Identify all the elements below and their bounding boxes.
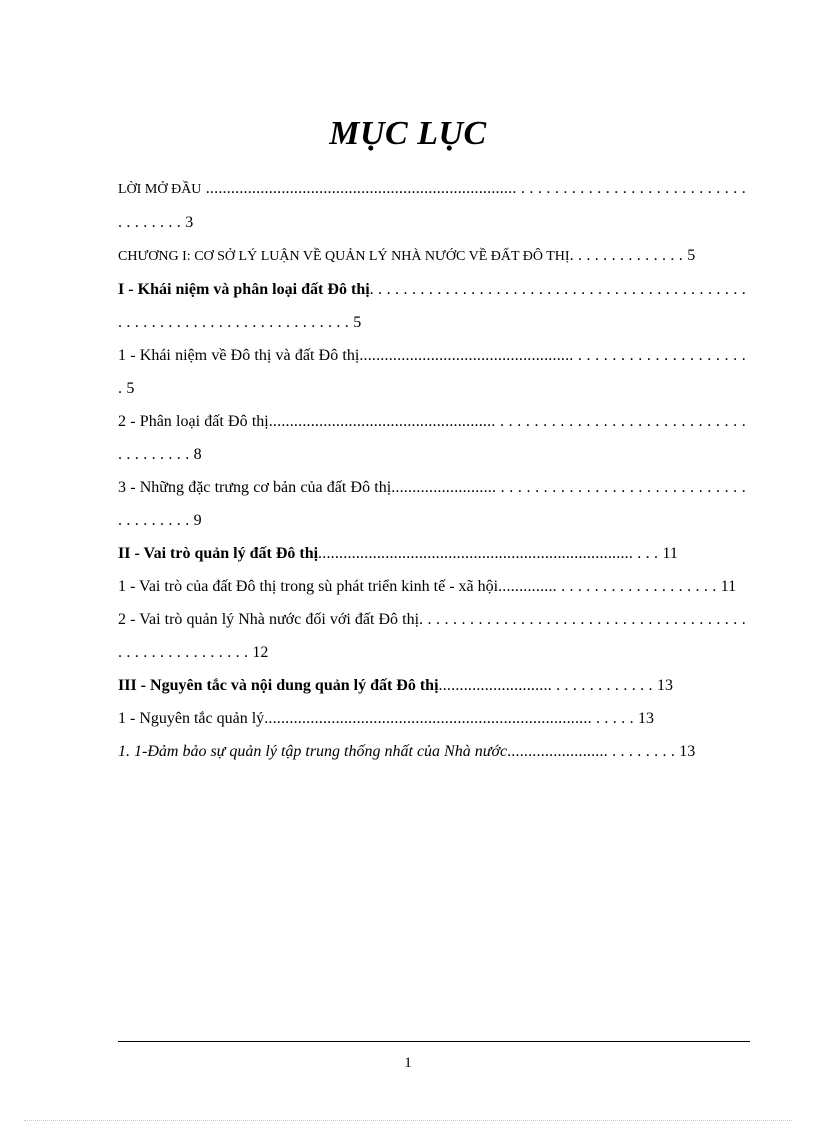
toc-entry-page: 5 bbox=[353, 314, 362, 331]
toc-entry-leader: ........................................................................... . . . bbox=[318, 545, 663, 562]
toc-entry[interactable] bbox=[118, 405, 746, 471]
toc-entry-text: 1. 1-Đảm bảo sự quản lý tập trung thống nhất của Nhà nước bbox=[118, 743, 508, 760]
toc-entry-leader: . . . . . . . . . . . . . . . . . . . . . . . . . . . . . . . . . . . . . . . . . . . . . . . . . . . . . . . . . . . . . . . . . . . . . . . . . bbox=[118, 281, 746, 331]
toc-entry-leader: .......................................................................... . . . . . . . . . . . . . . . . . . . . . . . . . . . . . . . . . . . bbox=[118, 180, 746, 231]
toc-entry-page: 8 bbox=[193, 446, 202, 463]
toc-entry-leader: ........................ . . . . . . . . bbox=[507, 743, 680, 760]
toc-entry-page: 9 bbox=[193, 512, 202, 529]
toc-entry-text: LỜI MỞ ĐẦU bbox=[118, 182, 202, 197]
toc-entry[interactable] bbox=[118, 570, 746, 603]
toc-entry-leader: ........................... . . . . . . . . . . . . bbox=[438, 677, 657, 694]
toc-entry-text: 3 - Những đặc trưng cơ bản của đất Đô thị bbox=[118, 479, 392, 496]
toc-entry[interactable] bbox=[118, 537, 746, 570]
toc-entry-text: 1 - Khái niệm về Đô thị và đất Đô thị bbox=[118, 347, 360, 364]
page-number: 1 bbox=[404, 1055, 412, 1071]
toc-entry[interactable] bbox=[118, 669, 746, 702]
toc-entry-page: 13 bbox=[638, 710, 654, 727]
toc-entry-leader: . . . . . . . . . . . . . . bbox=[569, 247, 688, 264]
toc-entry-text: 1 - Vai trò của đất Đô thị trong sù phát triển kinh tế - xã hội bbox=[118, 578, 499, 595]
page-title: MỤC LỤC bbox=[329, 115, 487, 152]
toc-entry-text: 2 - Vai trò quản lý Nhà nước đối với đất Đô thị bbox=[118, 611, 420, 628]
toc-entry-leader: ......................... . . . . . . . . . . . . . . . . . . . . . . . . . . . . . . . . . . . . . . bbox=[118, 479, 746, 529]
toc-entry-page: 13 bbox=[656, 677, 673, 694]
toc-entry[interactable] bbox=[118, 471, 746, 537]
table-of-contents bbox=[118, 172, 746, 768]
toc-entry-text: CHƯƠNG I: CƠ SỞ LÝ LUẬN VỀ QUẢN LÝ NHÀ NƯỚC VỀ ĐẤT ĐÔ THỊ bbox=[118, 249, 570, 264]
toc-entry[interactable] bbox=[118, 172, 746, 239]
toc-entry[interactable] bbox=[118, 735, 746, 768]
toc-entry-leader: ...................................................... . . . . . . . . . . . . . . . . . . . . . . . . . . . . . . . . . . . . . . bbox=[118, 413, 746, 463]
toc-entry-leader: .............. . . . . . . . . . . . . . . . . . . . bbox=[498, 578, 721, 595]
toc-entry[interactable] bbox=[118, 339, 746, 405]
toc-entry-leader: . . . . . . . . . . . . . . . . . . . . . . . . . . . . . . . . . . . . . . . . . . . . . . . . . . . . . . . bbox=[118, 611, 746, 661]
toc-entry-text: III - Nguyên tắc và nội dung quản lý đất Đô thị bbox=[118, 677, 439, 694]
toc-entry-text: I - Khái niệm và phân loại đất Đô thị bbox=[118, 281, 370, 298]
toc-entry-text: 1 - Nguyên tắc quản lý bbox=[118, 710, 265, 727]
toc-entry-leader: ................................................... . . . . . . . . . . . . . . . . . . . . . bbox=[118, 347, 747, 397]
toc-entry-page: 11 bbox=[720, 578, 737, 595]
toc-entry[interactable] bbox=[118, 603, 746, 669]
footer-divider bbox=[118, 1041, 750, 1042]
toc-entry-page: 5 bbox=[687, 247, 696, 264]
toc-entry-leader: .............................................................................. . . . . . bbox=[264, 710, 638, 727]
toc-entry-page: 12 bbox=[252, 644, 269, 661]
toc-entry-page: 11 bbox=[662, 545, 678, 562]
toc-entry-page: 3 bbox=[185, 214, 194, 231]
toc-entry-text: 2 - Phân loại đất Đô thị bbox=[118, 413, 269, 430]
toc-entry[interactable] bbox=[118, 702, 746, 735]
toc-entry[interactable] bbox=[118, 273, 746, 339]
page-bottom-border bbox=[24, 1120, 792, 1121]
toc-entry-text: II - Vai trò quản lý đất Đô thị bbox=[118, 545, 319, 562]
toc-entry-page: 13 bbox=[679, 743, 696, 760]
toc-entry[interactable] bbox=[118, 239, 746, 273]
toc-entry-page: 5 bbox=[126, 380, 135, 397]
